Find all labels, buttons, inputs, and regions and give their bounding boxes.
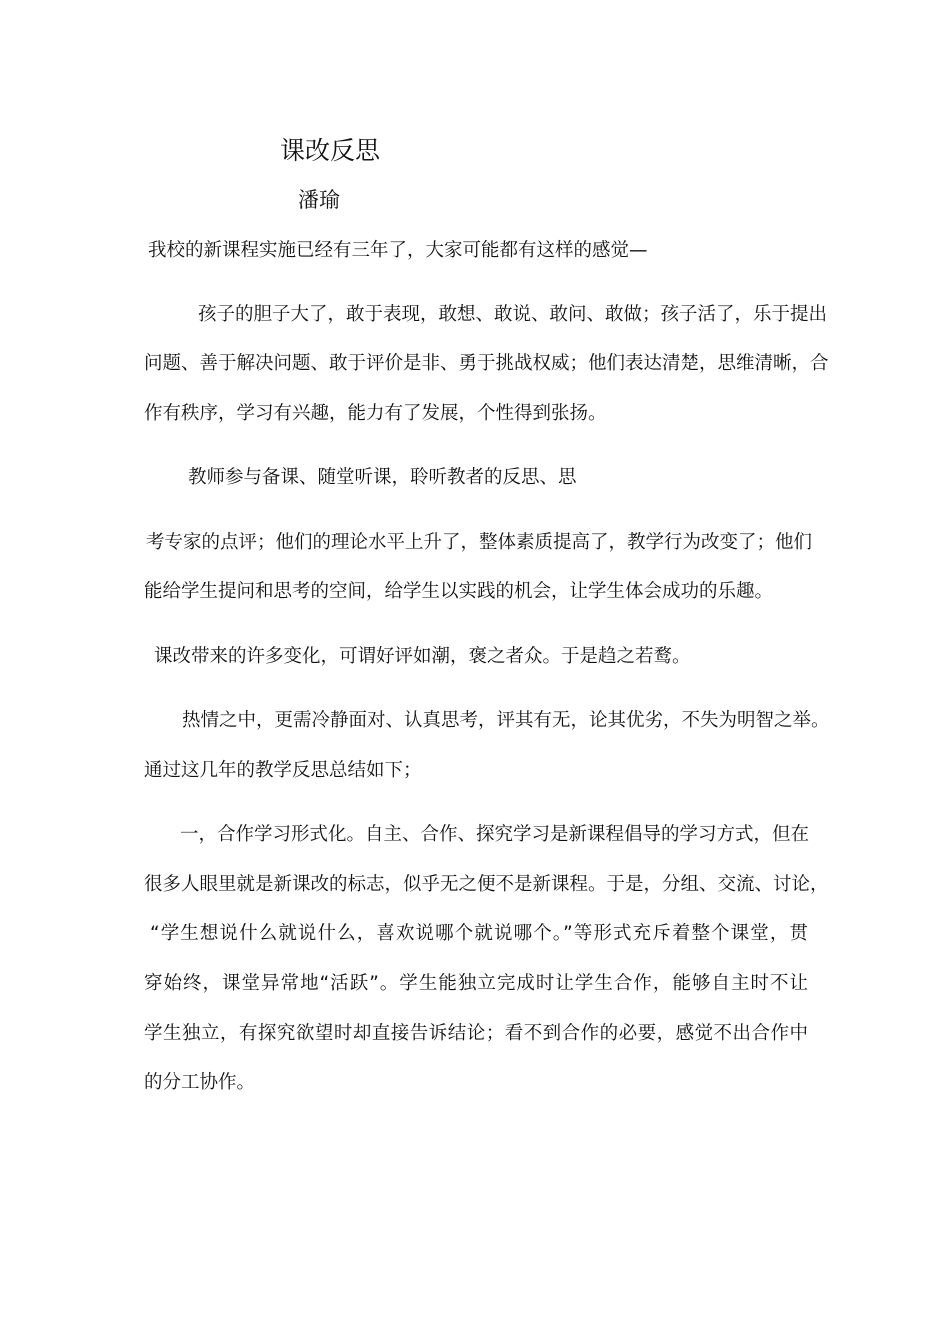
author-name: 潘瑜	[298, 188, 340, 212]
paragraph-line: 孩子的胆子大了，敢于表现，敢想、敢说、敢问、敢做；孩子活了，乐于提出	[198, 304, 828, 325]
paragraph-line: 穿始终，课堂异常地“活跃”。学生能独立完成时让学生合作，能够自主时不让	[144, 973, 808, 994]
paragraph-line: 学生独立，有探究欲望时却直接告诉结论；看不到合作的必要，感觉不出合作中	[144, 1023, 808, 1044]
paragraph-line: 一，合作学习形式化。自主、合作、探究学习是新课程倡导的学习方式，但在	[180, 824, 810, 845]
paragraph-line: 能给学生提问和思考的空间，给学生以实践的机会，让学生体会成功的乐趣。	[144, 581, 774, 602]
paragraph-line: 我校的新课程实施已经有三年了，大家可能都有这样的感觉—	[148, 240, 648, 261]
paragraph-line: 考专家的点评；他们的理论水平上升了，整体素质提高了，教学行为改变了；他们	[146, 532, 813, 553]
paragraph-line: 很多人眼里就是新课改的标志，似乎无之便不是新课程。于是，分组、交流、讨论，	[144, 874, 829, 895]
paragraph-line: 作有秩序，学习有兴趣，能力有了发展，个性得到张扬。	[144, 403, 607, 424]
paragraph-line: 的分工协作。	[144, 1072, 256, 1093]
paragraph-line: “学生想说什么就说什么，喜欢说哪个就说哪个。”等形式充斥着整个课堂，贯	[150, 923, 808, 944]
paragraph-line: 通过这几年的教学反思总结如下；	[144, 760, 422, 781]
paragraph-line: 教师参与备课、随堂听课，聆听教者的反思、思	[188, 467, 577, 488]
paragraph-line: 课改带来的许多变化，可谓好评如潮，褒之者众。于是趋之若鹜。	[154, 646, 691, 667]
paragraph-line: 问题、善于解决问题、敢于评价是非、勇于挑战权威；他们表达清楚，思维清晰，合	[144, 353, 829, 374]
paragraph-line: 热情之中，更需冷静面对、认真思考，评其有无，论其优劣，不失为明智之举。	[182, 710, 830, 731]
document-title: 课改反思	[280, 136, 381, 165]
